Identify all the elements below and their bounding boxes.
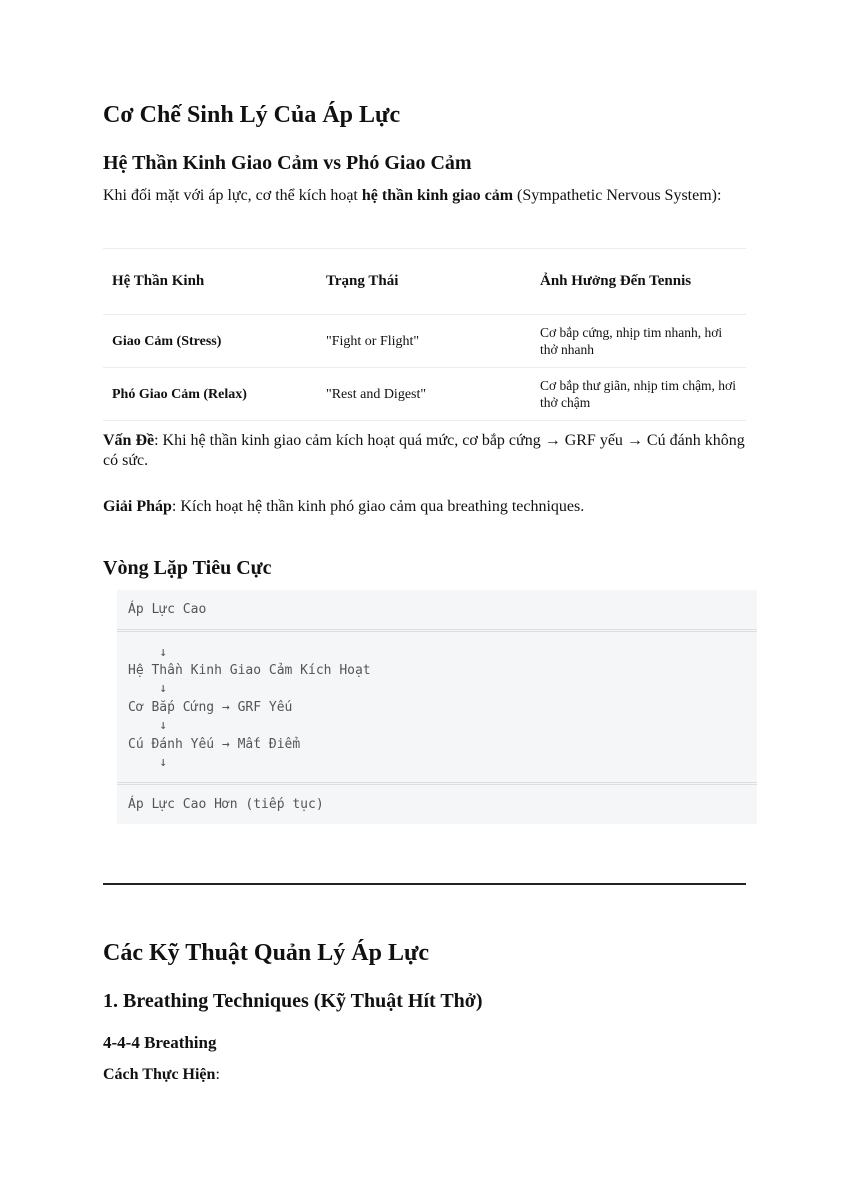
code-line: Cơ Bắp Cứng → GRF Yếu bbox=[128, 700, 293, 715]
horizontal-rule bbox=[103, 883, 746, 885]
intro-paragraph bbox=[103, 186, 746, 206]
problem-text: : Khi hệ thần kinh giao cảm kích hoạt quá mức, cơ bắp cứng → GRF yếu → Cú đánh không có sức. bbox=[103, 432, 745, 469]
table-header-cell: Hệ Thần Kinh bbox=[112, 273, 205, 289]
subtitle-nervous-system: Hệ Thần Kinh Giao Cảm vs Phó Giao Cảm bbox=[103, 152, 472, 174]
how-to-paragraph bbox=[103, 1065, 746, 1085]
table-cell: "Fight or Flight" bbox=[326, 333, 420, 349]
code-line: Hệ Thần Kinh Giao Cảm Kích Hoạt bbox=[128, 663, 371, 678]
solution-paragraph bbox=[103, 497, 746, 517]
code-line: Áp Lực Cao Hơn (tiếp tục) bbox=[128, 797, 324, 812]
code-line: ↓ bbox=[128, 645, 168, 660]
table-header-row bbox=[103, 249, 746, 315]
code-separator bbox=[117, 629, 757, 632]
solution-label: Giải Pháp bbox=[103, 498, 172, 515]
how-to-colon: : bbox=[215, 1066, 220, 1083]
solution-text: : Kích hoạt hệ thần kinh phó giao cảm qua breathing techniques. bbox=[171, 498, 585, 515]
table-cell: Cơ bắp thư giãn, nhịp tim chậm, hơi thở chậm bbox=[540, 378, 736, 410]
negative-loop-code-block bbox=[117, 590, 757, 824]
table-row bbox=[103, 315, 746, 368]
intro-text-after: (Sympathetic Nervous System): bbox=[513, 187, 722, 204]
code-line: ↓ bbox=[128, 718, 168, 733]
table-row bbox=[103, 368, 746, 421]
table-cell: Cơ bắp cứng, nhịp tim nhanh, hơi thở nhanh bbox=[540, 325, 723, 357]
section-title-techniques: Các Kỹ Thuật Quản Lý Áp Lực bbox=[103, 940, 430, 966]
code-line: ↓ bbox=[128, 755, 168, 770]
table-header-cell: Ảnh Hưởng Đến Tennis bbox=[540, 273, 692, 289]
problem-label: Vấn Đề bbox=[103, 432, 155, 449]
table-cell: Giao Cảm (Stress) bbox=[112, 333, 222, 349]
table-cell: Phó Giao Cảm (Relax) bbox=[112, 386, 247, 402]
how-to-label: Cách Thực Hiện bbox=[103, 1066, 216, 1083]
table-header-cell: Trạng Thái bbox=[326, 273, 399, 289]
subtitle-breathing: 1. Breathing Techniques (Kỹ Thuật Hít Thở) bbox=[103, 990, 483, 1012]
section-title-physiology: Cơ Chế Sinh Lý Của Áp Lực bbox=[103, 102, 401, 128]
problem-paragraph bbox=[103, 431, 746, 471]
nervous-system-table bbox=[103, 248, 746, 421]
table-cell: "Rest and Digest" bbox=[326, 386, 427, 402]
subtitle-negative-loop: Vòng Lặp Tiêu Cực bbox=[103, 557, 272, 579]
code-line: ↓ bbox=[128, 681, 168, 696]
heading-444-breathing: 4-4-4 Breathing bbox=[103, 1033, 217, 1052]
intro-bold-term: hệ thần kinh giao cảm bbox=[361, 187, 514, 204]
intro-text-before: Khi đối mặt với áp lực, cơ thể kích hoạt bbox=[103, 187, 362, 204]
code-line: Cú Đánh Yếu → Mất Điểm bbox=[128, 737, 301, 752]
code-separator bbox=[117, 782, 757, 785]
code-line: Áp Lực Cao bbox=[128, 602, 207, 617]
